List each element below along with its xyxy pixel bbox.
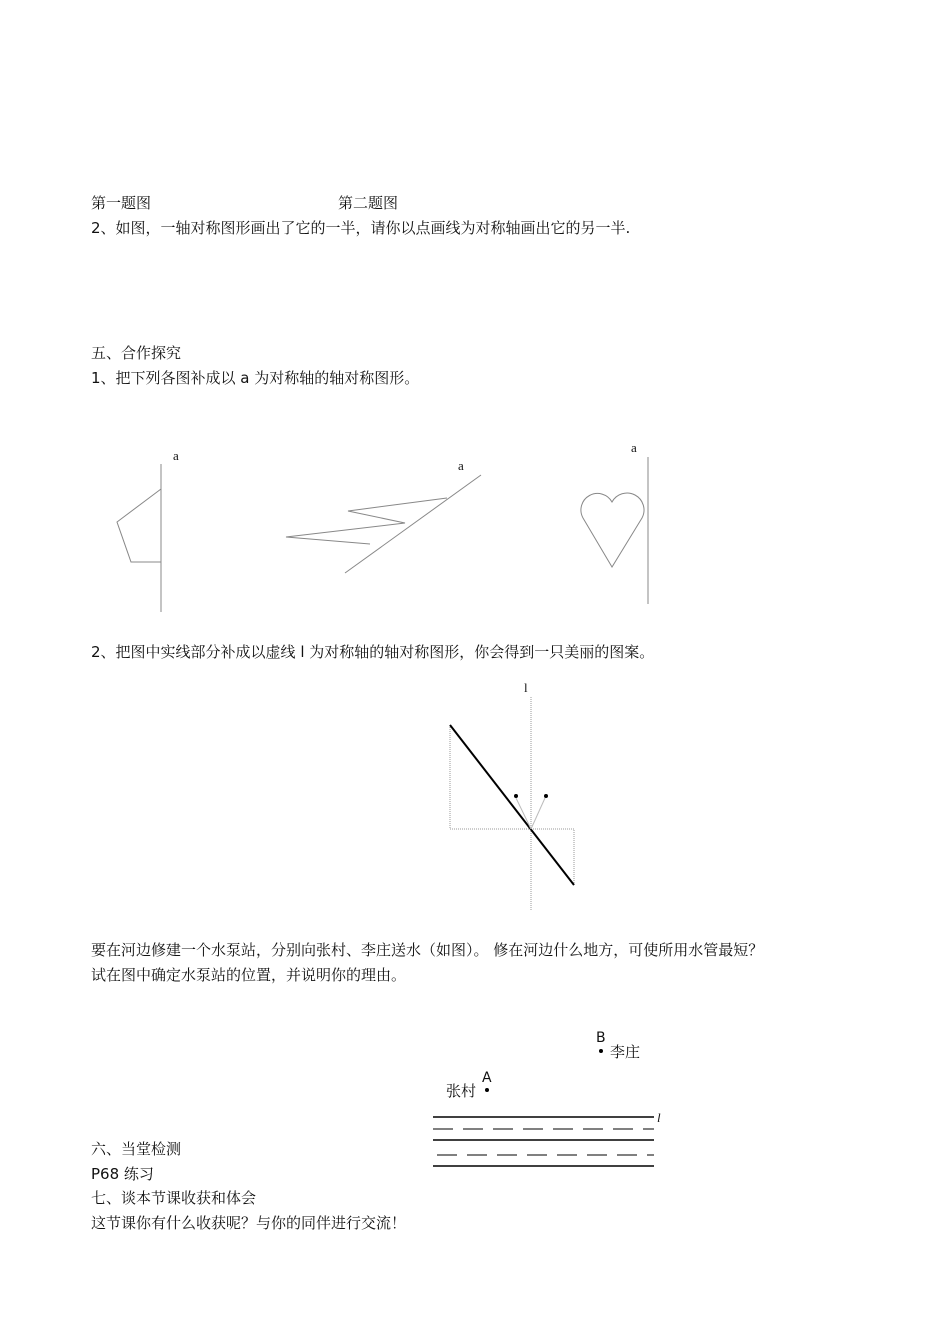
antenna-right xyxy=(531,798,545,829)
dotted-left-outline xyxy=(450,725,531,829)
section-7-prompt: 这节课你有什么收获呢？与你的同伴进行交流！ xyxy=(91,1214,407,1232)
village-zhangcun: 张村 xyxy=(446,1082,477,1100)
dotted-right-outline xyxy=(531,829,574,885)
section-6-exercise: P68 练习 xyxy=(91,1165,154,1183)
heart-figure xyxy=(581,457,648,604)
line-label-l: l xyxy=(524,680,528,695)
section-6-heading: 六、当堂检测 xyxy=(91,1140,182,1158)
river-label-l: l xyxy=(657,1110,661,1125)
point-a-label: A xyxy=(482,1070,492,1086)
caption-figure-1: 第一题图 xyxy=(91,194,152,212)
point-b-label: B xyxy=(596,1030,606,1046)
antenna-dot-right xyxy=(544,794,548,798)
point-b-marker xyxy=(599,1049,603,1053)
antenna-left xyxy=(516,798,531,829)
pump-problem-line-1: 要在河边修建一个水泵站，分别向张村、李庄送水（如图）。 修在河边什么地方，可使所用水管最短？ xyxy=(91,941,764,959)
section-5-item-2: 2、把图中实线部分补成以虚线 l 为对称轴的轴对称图形，你会得到一只美丽的图案。 xyxy=(91,643,655,661)
section-5-heading: 五、合作探究 xyxy=(91,344,182,362)
antenna-dot-left xyxy=(514,794,518,798)
caption-figure-2: 第二题图 xyxy=(338,194,399,212)
axis-label-a-2: a xyxy=(458,458,464,473)
axis-label-a-1: a xyxy=(173,448,179,463)
solid-diagonal xyxy=(450,725,574,885)
question-2-text: 2、如图，一轴对称图形画出了它的一半，请你以点画线为对称轴画出它的另一半. xyxy=(91,219,631,237)
pump-problem-line-2: 试在图中确定水泵站的位置，并说明你的理由。 xyxy=(91,966,407,984)
pentagon-half-outline xyxy=(117,489,161,562)
village-lizhuang: 李庄 xyxy=(610,1043,641,1061)
zigzag-half-figure xyxy=(286,475,481,573)
axis-label-a-3: a xyxy=(631,440,637,455)
axis-a-line-2 xyxy=(345,475,481,573)
section-5-item-1: 1、把下列各图补成以 a 为对称轴的轴对称图形。 xyxy=(91,369,420,387)
pentagon-half-figure xyxy=(117,464,161,612)
section-7-heading: 七、谈本节课收获和体会 xyxy=(91,1189,257,1207)
point-a-marker xyxy=(485,1088,489,1092)
heart-outline xyxy=(581,493,644,567)
zigzag-half-outline xyxy=(286,498,447,544)
